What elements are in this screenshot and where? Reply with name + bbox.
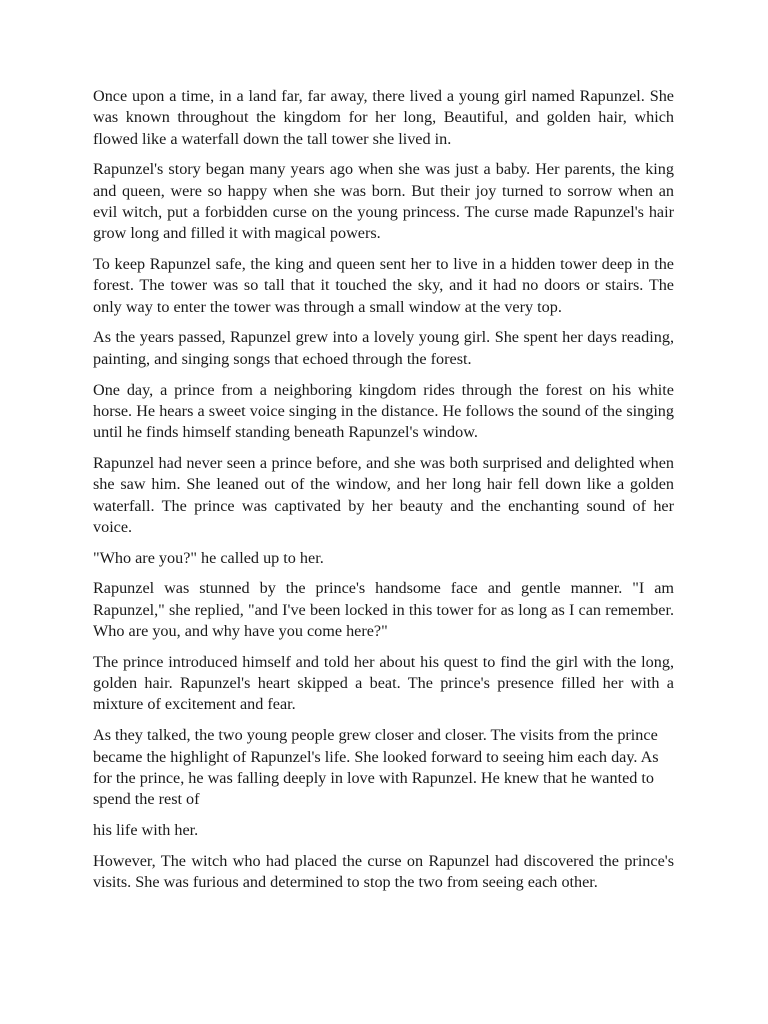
paragraph: One day, a prince from a neighboring kingdom rides through the forest on his white horse. He hears a sweet voice singing in the distance. He follows the sound of the singing until he finds himself standing beneath Rapunzel's window. — [93, 380, 674, 442]
paragraph: Rapunzel was stunned by the prince's handsome face and gentle manner. "I am Rapunzel," she replied, "and I've been locked in this tower for as long as I can remember. Who are you, and why have you come here?" — [93, 579, 674, 641]
paragraph: Rapunzel's story began many years ago when she was just a baby. Her parents, the king and queen, were so happy when she was born. But their joy turned to sorrow when an evil witch, put a forbidden curse on the young princess. The curse made Rapunzel's hair grow long and filled it with magical powers. — [93, 160, 674, 243]
paragraph: his life with her. — [93, 820, 199, 839]
document-body — [93, 86, 674, 903]
paragraph: As the years passed, Rapunzel grew into a lovely young girl. She spent her days reading, painting, and singing songs that echoed through the forest. — [93, 328, 674, 368]
paragraph: To keep Rapunzel safe, the king and queen sent her to live in a hidden tower deep in the forest. The tower was so tall that it touched the sky, and it had no doors or stairs. The only way to enter the tower was through a small window at the very top. — [93, 255, 674, 316]
paragraph: "Who are you?" he called up to her. — [93, 548, 324, 567]
paragraph: Rapunzel had never seen a prince before, and she was both surprised and delighted when she saw him. She leaned out of the window, and her long hair fell down like a golden waterfall. The prince was captivated by her beauty and the enchanting sound of her voice. — [93, 453, 674, 536]
paragraph: Once upon a time, in a land far, far away, there lived a young girl named Rapunzel. She was known throughout the kingdom for her long, Beautiful, and golden hair, which flowed like a waterfall down the tall tower she lived in. — [93, 87, 674, 148]
paragraph: The prince introduced himself and told her about his quest to find the girl with the long, golden hair. Rapunzel's heart skipped a beat. The prince's presence filled her with a mixture of excitement and fear. — [93, 652, 674, 714]
paragraph: As they talked, the two young people grew closer and closer. The visits from the prince became the highlight of Rapunzel's life. She looked forward to seeing him each day. As for the prince, he was falling deeply in love with Rapunzel. He knew that he wanted to spend the rest of — [93, 726, 659, 809]
paragraph: However, The witch who had placed the curse on Rapunzel had discovered the prince's visits. She was furious and determined to stop the two from seeing each other. — [93, 851, 674, 891]
